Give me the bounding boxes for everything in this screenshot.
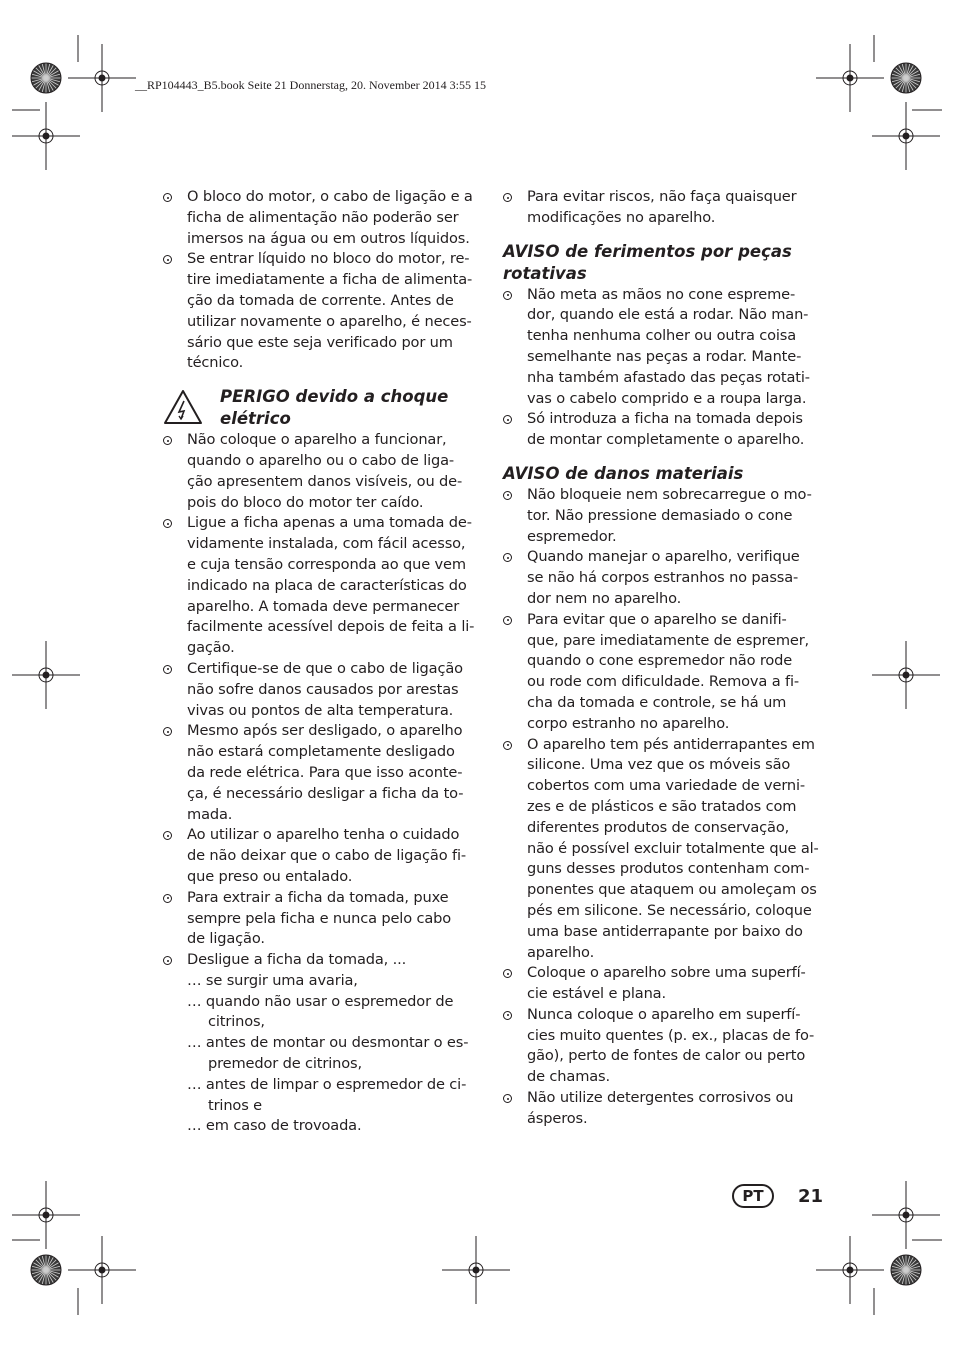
- list-item: [163, 721, 485, 825]
- rotating-parts-list: [503, 285, 825, 451]
- list-item: [503, 485, 825, 547]
- text-line: Não meta as mãos no cone espreme-: [527, 285, 796, 303]
- material-damage-heading: [503, 463, 825, 485]
- bullet-icon: [503, 553, 512, 562]
- text-line: … antes de montar ou desmontar o es-: [187, 1034, 469, 1052]
- text-line: gação.: [187, 639, 235, 657]
- list-item: [503, 1005, 825, 1088]
- language-badge: PT: [732, 1184, 774, 1208]
- heading-line: rotativas: [503, 263, 587, 283]
- bullet-icon: [163, 956, 172, 965]
- text-line: Desligue a ficha da tomada, ...: [187, 951, 407, 969]
- heading-line: AVISO de danos materiais: [503, 463, 744, 483]
- text-line: Quando manejar o aparelho, verifique: [527, 548, 800, 566]
- text-line: vivas ou pontos de alta temperatura.: [187, 701, 454, 719]
- text-line: de chamas.: [527, 1068, 610, 1086]
- text-line: Para evitar que o aparelho se danifi-: [527, 610, 787, 628]
- text-line: não sofre danos causados por arestas: [187, 680, 459, 698]
- text-line: Se entrar líquido no bloco do motor, re-: [187, 250, 470, 268]
- text-line: de não deixar que o cabo de ligação fi-: [187, 847, 466, 865]
- rosette-mark: [891, 1255, 921, 1285]
- danger-list: [163, 430, 485, 971]
- text-line: modificações no aparelho.: [527, 208, 716, 226]
- text-line: dor, quando ele está a rodar. Não man-: [527, 306, 809, 324]
- text-line: vas o cabelo comprido e a roupa larga.: [527, 389, 807, 407]
- danger-section: [163, 386, 485, 430]
- bullet-icon: [163, 727, 172, 736]
- text-line: Ligue a ficha apenas a uma tomada de-: [187, 514, 472, 532]
- bullet-icon: [503, 616, 512, 625]
- text-line: cobertos com uma variedade de verni-: [527, 777, 806, 795]
- text-line: Mesmo após ser desligado, o aparelho: [187, 722, 463, 740]
- bullet-icon: [163, 436, 172, 445]
- rotating-parts-heading: [503, 241, 825, 285]
- text-line: tor. Não pressione demasiado o cone: [527, 506, 793, 524]
- list-item: [503, 610, 825, 735]
- text-line: mada.: [187, 805, 233, 823]
- text-line: ção da tomada de corrente. Antes de: [187, 291, 454, 309]
- text-line: e cuja tensão corresponda ao que vem: [187, 555, 466, 573]
- text-line: Para evitar riscos, não faça quaisquer: [527, 188, 797, 205]
- text-line: … antes de limpar o espremedor de ci-: [187, 1075, 467, 1093]
- text-line: sário que este seja verificado por um: [187, 333, 453, 351]
- text-line: cha da tomada e controle, se há um: [527, 693, 787, 711]
- bullet-icon: [503, 193, 512, 202]
- text-line: Coloque o aparelho sobre uma superfí-: [527, 964, 806, 982]
- text-line: … em caso de trovoada.: [187, 1117, 362, 1135]
- text-line: O aparelho tem pés antiderrapantes em: [527, 735, 815, 753]
- text-line: corpo estranho no aparelho.: [527, 714, 730, 732]
- text-line: Não bloqueie nem sobrecarregue o mo-: [527, 485, 812, 503]
- text-line: dor nem no aparelho.: [527, 589, 682, 607]
- sub-list-item: [163, 992, 485, 1034]
- text-line: Não utilize detergentes corrosivos ou: [527, 1089, 794, 1107]
- text-line: Para extrair a ficha da tomada, puxe: [187, 888, 449, 906]
- text-line: sempre pela ficha e nunca pelo cabo: [187, 909, 452, 927]
- text-line: premedor de citrinos,: [208, 1055, 362, 1073]
- text-line: ásperos.: [527, 1109, 588, 1127]
- text-line: se não há corpos estranhos no passa-: [527, 569, 799, 587]
- list-item: [503, 285, 825, 410]
- bullet-icon: [503, 291, 512, 300]
- text-line: aparelho.: [527, 943, 595, 961]
- high-voltage-warning-icon: [163, 389, 203, 425]
- heading-line: elétrico: [220, 409, 291, 429]
- text-line: técnico.: [187, 354, 244, 372]
- bullet-icon: [503, 969, 512, 978]
- text-line: não estará completamente desligado: [187, 743, 455, 761]
- text-line: citrinos,: [208, 1013, 265, 1031]
- heading-line: AVISO de ferimentos por peças: [503, 241, 792, 261]
- text-line: ficha de alimentação não poderão ser: [187, 208, 459, 226]
- text-line: gão), perto de fontes de calor ou perto: [527, 1047, 806, 1065]
- text-line: de montar completamente o aparelho.: [527, 431, 805, 449]
- bullet-icon: [163, 255, 172, 264]
- crosshair-mark: [442, 1236, 510, 1304]
- text-line: pois do bloco do motor ter caído.: [187, 493, 424, 511]
- rosette-mark: [31, 63, 61, 93]
- text-line: espremedor.: [527, 527, 617, 545]
- text-line: quando o aparelho ou o cabo de liga-: [187, 451, 455, 469]
- text-line: uma base antiderrapante por baixo do: [527, 922, 803, 940]
- text-line: tenha nenhuma colher ou outra coisa: [527, 327, 797, 345]
- list-item: [163, 825, 485, 887]
- text-line: pés em silicone. Se necessário, coloque: [527, 901, 812, 919]
- sub-list-item: [163, 1116, 485, 1137]
- text-line: ou rode com dificuldade. Remova a fi-: [527, 673, 799, 691]
- crosshair-mark: [872, 102, 940, 170]
- bullet-icon: [503, 491, 512, 500]
- list-item: [163, 888, 485, 950]
- material-damage-list: [503, 485, 825, 1130]
- heading-line: PERIGO devido a choque: [220, 387, 449, 407]
- text-line: Ao utilizar o aparelho tenha o cuidado: [187, 826, 460, 844]
- list-item: [503, 963, 825, 1005]
- crosshair-mark: [12, 641, 80, 709]
- bullet-icon: [503, 1094, 512, 1103]
- bullet-icon: [163, 894, 172, 903]
- text-line: facilmente acessível depois de feita a li-: [187, 618, 475, 636]
- list-item: [163, 430, 485, 513]
- bullet-icon: [163, 665, 172, 674]
- text-line: O bloco do motor, o cabo de ligação e a: [187, 188, 473, 205]
- bullet-icon: [163, 831, 172, 840]
- text-line: que, pare imediatamente de espremer,: [527, 631, 810, 649]
- text-line: Certifique-se de que o cabo de ligação: [187, 659, 463, 677]
- text-line: quando o cone espremedor não rode: [527, 652, 793, 670]
- text-line: tire imediatamente a ficha de alimenta-: [187, 271, 473, 289]
- unplug-cases-list: [163, 971, 485, 1137]
- crosshair-mark: [12, 1181, 80, 1249]
- text-line: aparelho. A tomada deve permanecer: [187, 597, 460, 615]
- rosette-mark: [31, 1255, 61, 1285]
- list-item: [163, 249, 485, 374]
- text-line: indicado na placa de características do: [187, 576, 467, 594]
- list-item: [503, 547, 825, 609]
- text-line: cies muito quentes (p. ex., placas de fo-: [527, 1026, 815, 1044]
- list-item: [163, 950, 485, 971]
- bullet-icon: [503, 741, 512, 750]
- text-line: de ligação.: [187, 930, 265, 948]
- text-line: ponentes que ataquem ou amoleçam os: [527, 881, 817, 899]
- list-item: [163, 513, 485, 659]
- list-item: [503, 409, 825, 451]
- text-line: guns desses produtos contenham com-: [527, 860, 810, 878]
- left-column: [163, 187, 485, 1137]
- right-intro-list: [503, 187, 825, 229]
- text-line: imersos na água ou em outros líquidos.: [187, 229, 470, 247]
- crosshair-mark: [872, 641, 940, 709]
- text-line: utilizar novamente o aparelho, é neces-: [187, 312, 472, 330]
- text-line: semelhante nas peças a rodar. Mante-: [527, 347, 802, 365]
- text-line: diferentes produtos de conservação,: [527, 818, 790, 836]
- print-header: __RP104443_B5.book Seite 21 Donnerstag, 20. November 2014 3:55 15: [135, 78, 486, 92]
- sub-list-item: [163, 1075, 485, 1117]
- text-line: trinos e: [208, 1096, 262, 1114]
- crosshair-mark: [12, 102, 80, 170]
- text-line: da rede elétrica. Para que isso aconte-: [187, 763, 463, 781]
- rosette-mark: [891, 63, 921, 93]
- text-line: ção apresentem danos visíveis, ou de-: [187, 472, 463, 490]
- list-item: [163, 187, 485, 249]
- text-line: silicone. Uma vez que os móveis são: [527, 756, 791, 774]
- bullet-icon: [163, 519, 172, 528]
- page-number: 21: [798, 1185, 824, 1207]
- bullet-icon: [503, 415, 512, 424]
- list-item: [503, 735, 825, 964]
- text-line: ça, é necessário desligar a ficha da to-: [187, 784, 464, 802]
- sub-list-item: [163, 1033, 485, 1075]
- right-column: [503, 187, 825, 1130]
- text-line: zes e de plásticos e são tratados com: [527, 797, 797, 815]
- text-line: cie estável e plana.: [527, 985, 666, 1003]
- crosshair-mark: [872, 1181, 940, 1249]
- text-line: … se surgir uma avaria,: [187, 971, 358, 989]
- text-line: que preso ou entalado.: [187, 867, 353, 885]
- list-item: [163, 659, 485, 721]
- sub-list-item: [163, 971, 485, 992]
- list-item: [503, 187, 825, 229]
- page-footer: [732, 1184, 823, 1208]
- bullet-icon: [503, 1011, 512, 1020]
- left-intro-list: [163, 187, 485, 374]
- text-line: … quando não usar o espremedor de: [187, 992, 454, 1010]
- text-line: nha também afastado das peças rotati-: [527, 368, 810, 386]
- list-item: [503, 1088, 825, 1130]
- text-line: não é possível excluir totalmente que al-: [527, 839, 819, 857]
- text-line: Só introduza a ficha na tomada depois: [527, 410, 803, 428]
- text-line: vidamente instalada, com fácil acesso,: [187, 535, 466, 553]
- text-line: Não coloque o aparelho a funcionar,: [187, 431, 447, 449]
- bullet-icon: [163, 193, 172, 202]
- danger-heading: [220, 386, 485, 430]
- text-line: Nunca coloque o aparelho em superfí-: [527, 1005, 801, 1023]
